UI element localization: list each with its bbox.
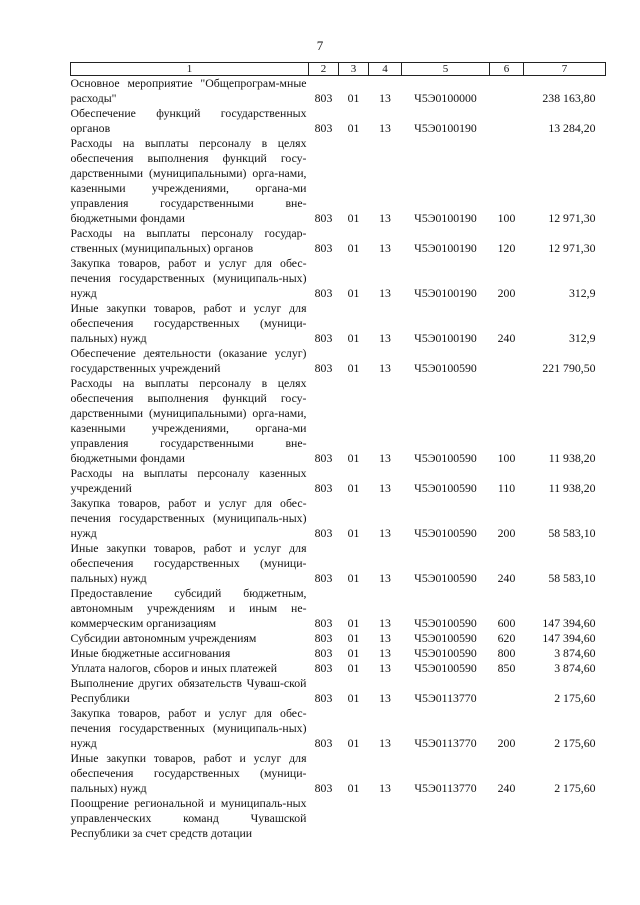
header-col-3: 3 (339, 63, 369, 76)
header-col-4: 4 (369, 63, 402, 76)
table-row (71, 676, 606, 706)
row-code-expense-type: 240 (497, 331, 516, 345)
row-code-admin: 803 (314, 571, 333, 585)
row-code-subsection: 13 (379, 91, 391, 105)
row-code-admin: 803 (314, 451, 333, 465)
row-code-subsection: 13 (379, 646, 391, 660)
row-code-admin: 803 (314, 361, 333, 375)
row-code-expense-type: 200 (497, 736, 516, 750)
row-code-admin: 803 (314, 646, 333, 660)
row-name: Расходы на выплаты персоналу государ-ственных (муниципальных) органов (70, 226, 307, 255)
row-code-admin: 803 (314, 91, 333, 105)
row-name: Выполнение других обязательств Чуваш-ской Республики (70, 676, 307, 705)
row-code-expense-type (490, 676, 524, 706)
row-amount: 3 874,60 (554, 646, 596, 660)
row-code-subsection: 13 (379, 661, 391, 675)
row-code-subsection (369, 796, 402, 841)
table-row (71, 751, 606, 796)
row-code-target: Ч5Э0100590 (414, 451, 477, 465)
row-code-target: Ч5Э0113770 (414, 781, 477, 795)
row-code-section: 01 (347, 631, 360, 645)
row-code-expense-type: 850 (497, 661, 516, 675)
row-name: Расходы на выплаты персоналу в целях обеспечения выполнения функций госу-дарственными (муниципальными) орга-нами, казенными учреждениями, органа-ми управления государственными вне-бюджетными фондами (70, 376, 307, 465)
row-code-target: Ч5Э0100590 (414, 661, 477, 675)
row-amount: 11 938,20 (548, 481, 596, 495)
row-code-target: Ч5Э0100000 (414, 91, 477, 105)
row-code-admin (309, 796, 339, 841)
row-code-subsection: 13 (379, 481, 391, 495)
row-amount: 12 971,30 (548, 241, 596, 255)
row-code-subsection: 13 (379, 241, 391, 255)
row-code-section: 01 (347, 736, 360, 750)
table-row (71, 586, 606, 631)
row-code-subsection: 13 (379, 286, 391, 300)
row-amount: 2 175,60 (554, 736, 596, 750)
row-name: Обеспечение функций государственных органов (70, 106, 307, 135)
table-row (71, 646, 606, 661)
row-code-section: 01 (347, 481, 360, 495)
row-code-admin: 803 (314, 526, 333, 540)
row-code-subsection: 13 (379, 736, 391, 750)
row-name: Иные закупки товаров, работ и услуг для обеспечения государственных (муници-пальных) нужд (70, 751, 307, 795)
row-code-expense-type (490, 106, 524, 136)
table-row (71, 496, 606, 541)
header-col-6: 6 (490, 63, 524, 76)
row-amount: 312,9 (568, 331, 596, 345)
row-code-target: Ч5Э0100190 (414, 211, 477, 225)
row-code-subsection: 13 (379, 211, 391, 225)
row-code-target: Ч5Э0100190 (414, 241, 477, 255)
row-amount: 11 938,20 (548, 451, 596, 465)
row-code-subsection: 13 (379, 691, 391, 705)
row-code-target: Ч5Э0100590 (414, 646, 477, 660)
row-name: Закупка товаров, работ и услуг для обес-печения государственных (муниципаль-ных) нужд (70, 256, 307, 300)
table-row (71, 301, 606, 346)
row-code-subsection: 13 (379, 121, 391, 135)
row-code-subsection: 13 (379, 451, 391, 465)
header-row (71, 63, 606, 76)
row-code-admin: 803 (314, 286, 333, 300)
row-code-expense-type (490, 796, 524, 841)
row-amount: 13 284,20 (548, 121, 596, 135)
row-code-section (339, 796, 369, 841)
row-code-section: 01 (347, 526, 360, 540)
table-row (71, 466, 606, 496)
row-code-admin: 803 (314, 481, 333, 495)
row-code-section: 01 (347, 691, 360, 705)
row-code-subsection: 13 (379, 331, 391, 345)
row-code-expense-type: 600 (497, 616, 516, 630)
row-code-section: 01 (347, 451, 360, 465)
row-code-subsection: 13 (379, 571, 391, 585)
row-name: Расходы на выплаты персоналу казенных учреждений (70, 466, 307, 495)
table-row (71, 631, 606, 646)
header-col-2: 2 (309, 63, 339, 76)
table-row (71, 346, 606, 376)
row-name: Обеспечение деятельности (оказание услуг) государственных учреждений (70, 346, 307, 375)
row-code-section: 01 (347, 91, 360, 105)
row-name: Основное мероприятие "Общепрограм-мные расходы" (70, 76, 307, 105)
row-code-target: Ч5Э0100590 (414, 481, 477, 495)
row-amount: 221 790,50 (542, 361, 596, 375)
table-row (71, 226, 606, 256)
row-amount: 238 163,80 (542, 91, 596, 105)
row-code-expense-type: 100 (497, 451, 516, 465)
row-code-subsection: 13 (379, 781, 391, 795)
row-code-target (402, 796, 490, 841)
row-code-section: 01 (347, 331, 360, 345)
row-code-expense-type: 800 (497, 646, 516, 660)
row-code-subsection: 13 (379, 361, 391, 375)
row-name: Закупка товаров, работ и услуг для обес-печения государственных (муниципаль-ных) нужд (70, 706, 307, 750)
row-name: Субсидии автономным учреждениям (70, 631, 257, 645)
table-row (71, 136, 606, 226)
row-code-expense-type (490, 346, 524, 376)
row-amount: 147 394,60 (542, 616, 596, 630)
row-code-admin: 803 (314, 241, 333, 255)
row-code-section: 01 (347, 661, 360, 675)
row-code-section: 01 (347, 781, 360, 795)
row-code-section: 01 (347, 121, 360, 135)
row-code-expense-type: 240 (497, 781, 516, 795)
row-code-admin: 803 (314, 616, 333, 630)
row-amount: 2 175,60 (554, 781, 596, 795)
row-code-admin: 803 (314, 781, 333, 795)
row-amount: 58 583,10 (548, 571, 596, 585)
row-code-admin: 803 (314, 331, 333, 345)
row-code-target: Ч5Э0100190 (414, 331, 477, 345)
row-name: Расходы на выплаты персоналу в целях обеспечения выполнения функций госу-дарственными (муниципальными) орга-нами, казенными учреждениями, органа-ми управления государственными вне-бюджетными фондами (70, 136, 307, 225)
row-code-admin: 803 (314, 121, 333, 135)
row-code-section: 01 (347, 241, 360, 255)
row-code-target: Ч5Э0100590 (414, 526, 477, 540)
row-code-section: 01 (347, 616, 360, 630)
row-amount: 3 874,60 (554, 661, 596, 675)
row-code-subsection: 13 (379, 616, 391, 630)
row-code-target: Ч5Э0100190 (414, 121, 477, 135)
row-code-subsection: 13 (379, 631, 391, 645)
header-col-7: 7 (524, 63, 606, 76)
row-amount (524, 796, 606, 841)
table-row (71, 661, 606, 676)
row-code-expense-type: 620 (497, 631, 516, 645)
row-code-target: Ч5Э0100590 (414, 571, 477, 585)
row-code-target: Ч5Э0100590 (414, 361, 477, 375)
table-row (71, 706, 606, 751)
row-name: Иные закупки товаров, работ и услуг для обеспечения государственных (муници-пальных) нужд (70, 301, 307, 345)
row-code-expense-type: 100 (497, 211, 516, 225)
row-code-target: Ч5Э0100190 (414, 286, 477, 300)
row-name: Иные бюджетные ассигнования (70, 646, 231, 660)
row-code-expense-type: 110 (497, 481, 516, 495)
page-number: 7 (316, 38, 324, 53)
row-name: Уплата налогов, сборов и иных платежей (70, 661, 278, 675)
row-code-target: Ч5Э0113770 (414, 691, 477, 705)
header-col-5: 5 (402, 63, 490, 76)
row-code-expense-type: 240 (497, 571, 516, 585)
row-name: Иные закупки товаров, работ и услуг для обеспечения государственных (муници-пальных) нужд (70, 541, 307, 585)
row-code-admin: 803 (314, 691, 333, 705)
table-header (71, 63, 606, 76)
header-col-1: 1 (71, 63, 309, 76)
row-name: Закупка товаров, работ и услуг для обес-печения государственных (муниципаль-ных) нужд (70, 496, 307, 540)
row-code-target: Ч5Э0100590 (414, 631, 477, 645)
row-code-expense-type (490, 76, 524, 107)
row-code-admin: 803 (314, 211, 333, 225)
row-code-target: Ч5Э0100590 (414, 616, 477, 630)
table-row (71, 796, 606, 841)
row-code-section: 01 (347, 571, 360, 585)
row-code-admin: 803 (314, 736, 333, 750)
table-body (71, 76, 606, 842)
row-code-subsection: 13 (379, 526, 391, 540)
row-code-target: Ч5Э0113770 (414, 736, 477, 750)
table-row (71, 541, 606, 586)
row-name: Поощрение региональной и муниципаль-ных управленческих команд Чувашской Республики за счет средств дотации (70, 796, 307, 840)
row-amount: 312,9 (568, 286, 596, 300)
row-amount: 58 583,10 (548, 526, 596, 540)
row-code-expense-type: 200 (497, 286, 516, 300)
row-amount: 2 175,60 (554, 691, 596, 705)
row-code-section: 01 (347, 646, 360, 660)
row-code-section: 01 (347, 286, 360, 300)
table-row (71, 376, 606, 466)
row-code-admin: 803 (314, 661, 333, 675)
row-code-section: 01 (347, 361, 360, 375)
table-row (71, 106, 606, 136)
row-amount: 147 394,60 (542, 631, 596, 645)
table-row (71, 76, 606, 107)
row-code-expense-type: 200 (497, 526, 516, 540)
table-row (71, 256, 606, 301)
row-code-admin: 803 (314, 631, 333, 645)
budget-table (70, 62, 606, 841)
row-code-expense-type: 120 (497, 241, 516, 255)
row-code-section: 01 (347, 211, 360, 225)
row-amount: 12 971,30 (548, 211, 596, 225)
row-name: Предоставление субсидий бюджетным, автономным учреждениям и иным не-коммерческим организациям (70, 586, 307, 630)
